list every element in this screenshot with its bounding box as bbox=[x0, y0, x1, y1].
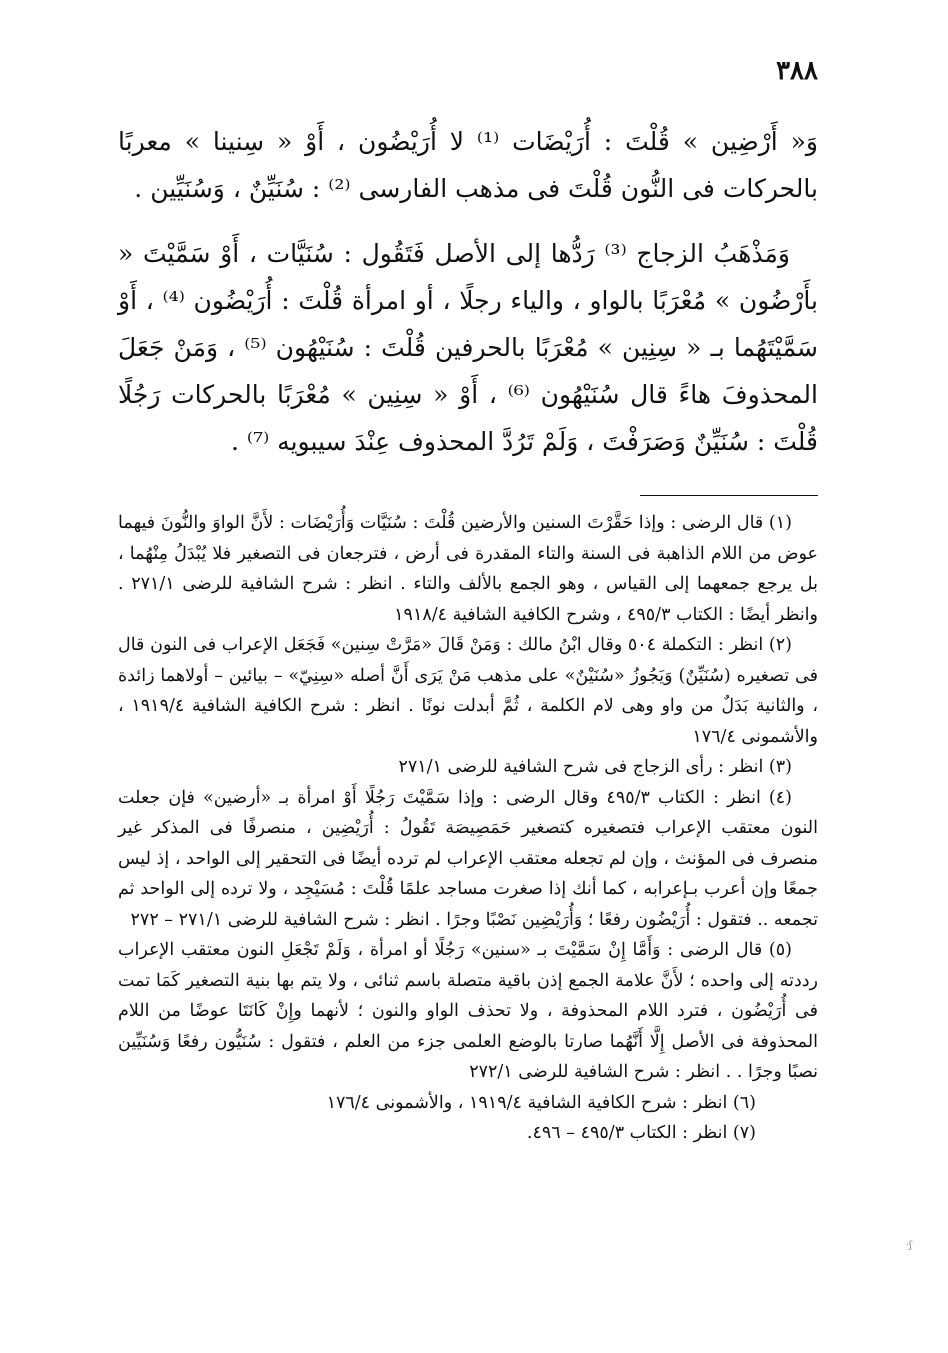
footnote-6: (٦) انظر : شرح الكافية الشافية ١٩١٩/٤ ، والأشمونى ١٧٦/٤ bbox=[326, 1092, 756, 1113]
footnote-4: (٤) انظر : الكتاب ٤٩٥/٣ وقال الرضى : وإذا سَمَّيْتَ رَجُلًا أَوْ امرأة بـ «أرضين» فإن جعلت النون معتقب الإعراب فتصغيره كتصغير حَمَصِيصَة تَقُولُ : أُرَيْضِين ، منصرفًا فى المذكر غير منصرف فى المؤنث ، وإن لم تجعله معتقب الإعراب لم ترده أيضًا فى التحقير إلى الواحد ، إذ ليس جمعًا وإن أعرب بـإعرابه ، كما أنك إذا صغرت مساجد علمًا قُلْتَ : مُسَيْجِد ، ولا ترده إلى الواحد ثم تجمعه .. فتقول : أُرَيْضُون رفعًا ؛ وَأُرَيْضِين نَصْبًا وجرًا . انظر : شرح الشافية للرضى ٢٧١/١ – ٢٧٢ bbox=[118, 787, 818, 930]
footnote-2: (٢) انظر : التكملة ٥٠٤ وقال ابْنُ مالك : وَمَنْ قَالَ «مَرَّتْ سِنين» فَجَعَل الإعراب فى النون قال فى تصغيره (سُنَيِّنٌ) وَيَجُوزُ «سُنَيْنٌ» على مذهب مَنْ يَرَى أَنَّ أصله «سِنِيّ» – بيائين – أولاهما زائدة ، والثانية بَدَلٌ من واو وهى لام الكلمة ، ثُمَّ أبدلت نونًا . انظر : شرح الكافية الشافية ١٩١٩/٤ ، والأشمونى ١٧٦/٤ bbox=[118, 635, 818, 747]
footnote-5: (٥) قال الرضى : وَأَمَّا إِنْ سَمَّيْتَ بـ «سنين» رَجُلًا أو امرأة ، وَلَمْ تَجْعَلِ النون معتقب الإعراب رددته إلى واحده ؛ لأَنَّ علامة الجمع إذن باقية متصلة باسم ثنائى ، ولا يتم بها بنية التصغير كَمَا تمت فى أُرَيْضُون ، فترد اللام المحذوفة ، ولا تحذف الواو والنون ؛ لأنهما وإِنْ كَانَتَا عوضًا من اللام المحذوفة فى الأصل إِلَّا أَنَّهُما صارتا بالوضع العلمى جزء من العلم ، فتقول : سُنَيُّون رفعًا وَسُنَيِّين نصبًا وجرًا . . انظر : شرح الشافية للرضى ٢٧٢/١ bbox=[118, 940, 818, 1082]
main-paragraph-2: وَمَذْهَبُ الزجاج ⁽³⁾ رَدُّها إلى الأصل فَتَقُول : سُنَيَّات ، أَوْ سَمَّيْتَ « بأَرْضُون » مُعْرَبًا بالواو ، والياء رجلًا ، أو امرأة قُلْتَ : أُرَيْضُون ⁽⁴⁾ ، أَوْ سَمَّيْتَهُما بـ « سِنِين » مُعْرَبًا بالحرفين قُلْتَ : سُنَيْهُون ⁽⁵⁾ ، وَمَنْ جَعَلَ المحذوفَ هاءً قال سُنَيْهُون ⁽⁶⁾ ، أَوْ « سِنِين » مُعْرَبًا بالحركات رَجُلًا قُلْتَ : سُنَيِّنٌ وَصَرَفْتَ ، وَلَمْ تَرُدَّ المحذوف عِنْدَ سيبويه ⁽⁷⁾ . bbox=[118, 239, 819, 456]
page-number: ٣٨٨ bbox=[776, 56, 818, 86]
main-text bbox=[118, 118, 818, 465]
footnote-separator bbox=[640, 495, 818, 496]
footnote-1: (١) قال الرضى : وإذا حَقَّرْتَ السنين والأرضين قُلْتَ : سُنَيَّات وَأُرَيْضَات : لأَنَّ الواوَ والنُّونَ فيهما عوض من اللام الذاهبة فى السنة والتاء المقدرة فى أرض ، فترجعان فى التصغير فلا يُبْدَلُ مِنْهُما ، بل يرجع جمعهما إلى القياس ، وهو الجمع بالألف والتاء . انظر : شرح الشافية للرضى ٢٧١/١ . وانظر أيضًا : الكتاب ٤٩٥/٣ ، وشرح الكافية الشافية ١٩١٨/٤ bbox=[118, 513, 818, 625]
footnotes-section bbox=[118, 508, 818, 1149]
main-paragraph-1: وَ« أَرْضِين » قُلْتَ : أُرَيْضَات ⁽¹⁾ لا أُرَيْضُون ، أَوْ « سِنينا » معربًا بالحركات فى النُّون قُلْتَ فى مذهب الفارسى ⁽²⁾ : سُنَيِّنٌ ، وَسُنَيِّين . bbox=[118, 127, 818, 203]
footnote-7: (٧) انظر : الكتاب ٤٩٥/٣ – ٤٩٦. bbox=[526, 1123, 756, 1143]
margin-mark: ·ʃ bbox=[906, 1240, 912, 1251]
footnote-3: (٣) انظر : رأى الزجاج فى شرح الشافية للرضى ٢٧١/١ bbox=[398, 757, 792, 777]
